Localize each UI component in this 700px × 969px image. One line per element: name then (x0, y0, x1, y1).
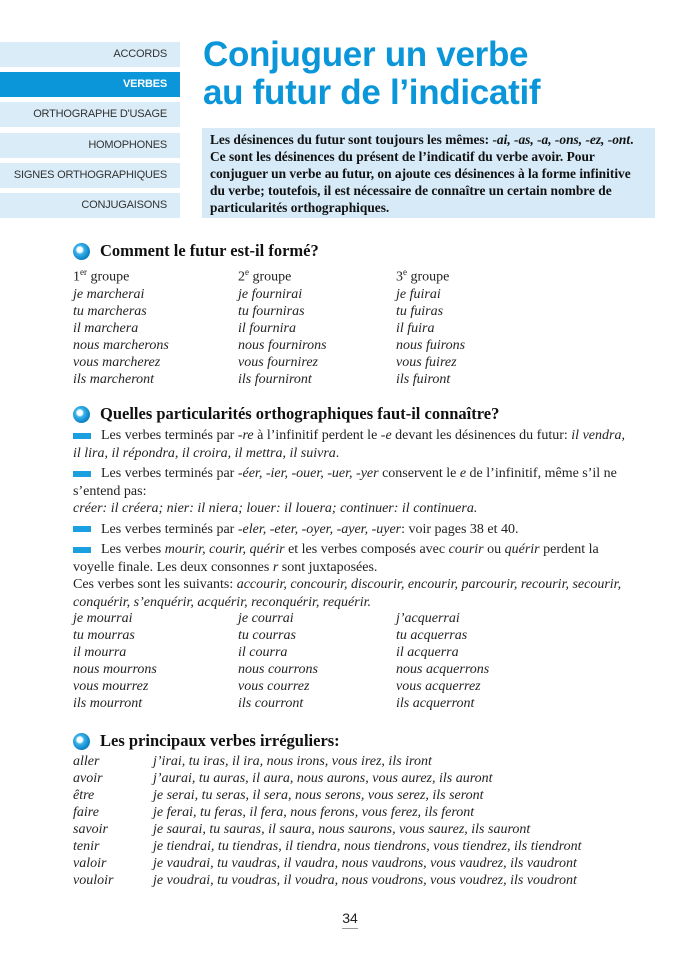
form: ils marcheront (73, 371, 155, 387)
form: je fournirai (238, 286, 303, 302)
nav-tab-orthographe[interactable]: ORTHOGRAPHE D'USAGE (0, 102, 180, 127)
form: nous marcherons (73, 337, 169, 353)
section-heading (73, 731, 340, 751)
group-label: 2e groupe (238, 267, 292, 285)
irregular-row: valoir je vaudrai, tu vaudras, il vaudra, nous vaudrons, vous vaudrez, ils vaudront (73, 856, 577, 871)
heading-text: Quelles particularités orthographiques faut-il connaître? (100, 404, 500, 423)
form: tu fourniras (238, 303, 305, 319)
group-column (238, 264, 327, 388)
form: tu marcheras (73, 303, 147, 319)
intro-text: Les désinences du futur sont toujours les mêmes: (210, 132, 493, 147)
irregular-row: savoir je saurai, tu sauras, il saura, nous saurons, vous saurez, ils sauront (73, 822, 531, 837)
form: vous marcherez (73, 354, 161, 370)
irregular-row: faire je ferai, tu feras, il fera, nous ferons, vous ferez, ils feront (73, 805, 475, 820)
form: je marcherai (73, 286, 145, 302)
nav-tab-conjugaisons[interactable]: CONJUGAISONS (0, 193, 180, 218)
form: ils fuiront (396, 371, 451, 387)
irregular-row: vouloir je voudrai, tu voudras, il voudra, nous voudrons, vous voudrez, ils voudront (73, 873, 577, 888)
page-number: 34 (0, 910, 700, 926)
irregular-row: tenir je tiendrai, tu tiendras, il tiendra, nous tiendrons, vous tiendrez, ils tiendront (73, 839, 582, 854)
rule: Les verbes mourir, courir, quérir et les verbes composés avec courir ou quérir perdent la voyelle finale. Les deux consonnes r sont juxtaposées. (73, 542, 599, 575)
section-heading (73, 404, 499, 424)
bullet-icon (73, 733, 90, 750)
irregular-row: être je serai, tu seras, il sera, nous serons, vous serez, ils seront (73, 788, 484, 803)
nav-tab-signes[interactable]: SIGNES ORTHOGRAPHIQUES (0, 163, 180, 188)
nav-tab-accords[interactable]: ACCORDS (0, 42, 180, 67)
form: vous fournirez (238, 354, 318, 370)
form: il marchera (73, 320, 139, 336)
form: nous fuirons (396, 337, 466, 353)
irregular-row: aller j’irai, tu iras, il ira, nous irons, vous irez, ils iront (73, 754, 432, 769)
nav-tab-homophones[interactable]: HOMOPHONES (0, 133, 180, 158)
bullet-icon (73, 243, 90, 260)
form: il fournira (238, 320, 296, 336)
intro-box (202, 128, 655, 218)
irregular-verbs-table (73, 753, 582, 889)
group-label: 1er groupe (73, 267, 130, 285)
verb-column: je mourrai tu mourras il mourra nous mourrons vous mourrez ils mourront (73, 611, 157, 711)
form: ils fourniront (238, 371, 312, 387)
dash-icon (73, 471, 91, 477)
heading-text: Les principaux verbes irréguliers: (100, 731, 340, 750)
section-heading (73, 241, 319, 261)
form: il fuira (396, 320, 435, 336)
nav-tab-verbes[interactable]: VERBES (0, 72, 180, 97)
title-line-2: au futur de l’indicatif (203, 73, 541, 112)
rule: Les verbes terminés par -éer, -ier, -ouer, -uer, -yer conservent le e de l’infinitif, même s’il ne s’entend pas: créer: il créera; nier: il niera; louer: il louera; continuer: il continuera. (73, 466, 617, 516)
rule: Les verbes terminés par -eler, -eter, -oyer, -ayer, -uyer: voir pages 38 et 40. (73, 521, 633, 539)
irregular-row: avoir j’aurai, tu auras, il aura, nous aurons, vous aurez, ils auront (73, 771, 493, 786)
page-title (203, 36, 540, 112)
rule: Ces verbes sont les suivants: accourir, concourir, discourir, encourir, parcourir, recourir, secourir, conquérir, s’enquérir, acquérir, reconquérir, requérir. (73, 577, 622, 610)
form: je fuirai (396, 286, 441, 302)
dash-icon (73, 433, 91, 439)
bullet-icon (73, 406, 90, 423)
form: nous fournirons (238, 337, 327, 353)
verb-column: je courrai tu courras il courra nous courrons vous courrez ils courront (238, 611, 318, 711)
group-label: 3e groupe (396, 267, 450, 285)
group-column (396, 264, 465, 388)
heading-text: Comment le futur est-il formé? (100, 241, 319, 260)
form: vous fuirez (396, 354, 457, 370)
rules-text (73, 427, 633, 614)
dash-icon (73, 547, 91, 553)
form: tu fuiras (396, 303, 444, 319)
intro-endings: -ai, -as, -a, -ons, -ez, -ont (492, 132, 631, 147)
rule: Les verbes terminés par -re à l’infinitif perdent le -e devant les désinences du futur: il vendra, il lira, il répondra, il croira, il mettra, il suivra. (73, 428, 625, 461)
group-column (73, 264, 169, 388)
intro-text: . Ce sont les désinences du présent de l’indicatif du verbe avoir. Pour conjuguer un verbe au futur, on ajoute ces désinences à la forme infinitive du verbe; toutefois, il est nécessaire de connaître un certain nombre de particularités orthographiques. (210, 132, 634, 215)
dash-icon (73, 526, 91, 532)
title-line-1: Conjuguer un verbe (203, 35, 529, 74)
verb-column: j’acquerrai tu acquerras il acquerra nous acquerrons vous acquerrez ils acquerront (396, 611, 490, 711)
